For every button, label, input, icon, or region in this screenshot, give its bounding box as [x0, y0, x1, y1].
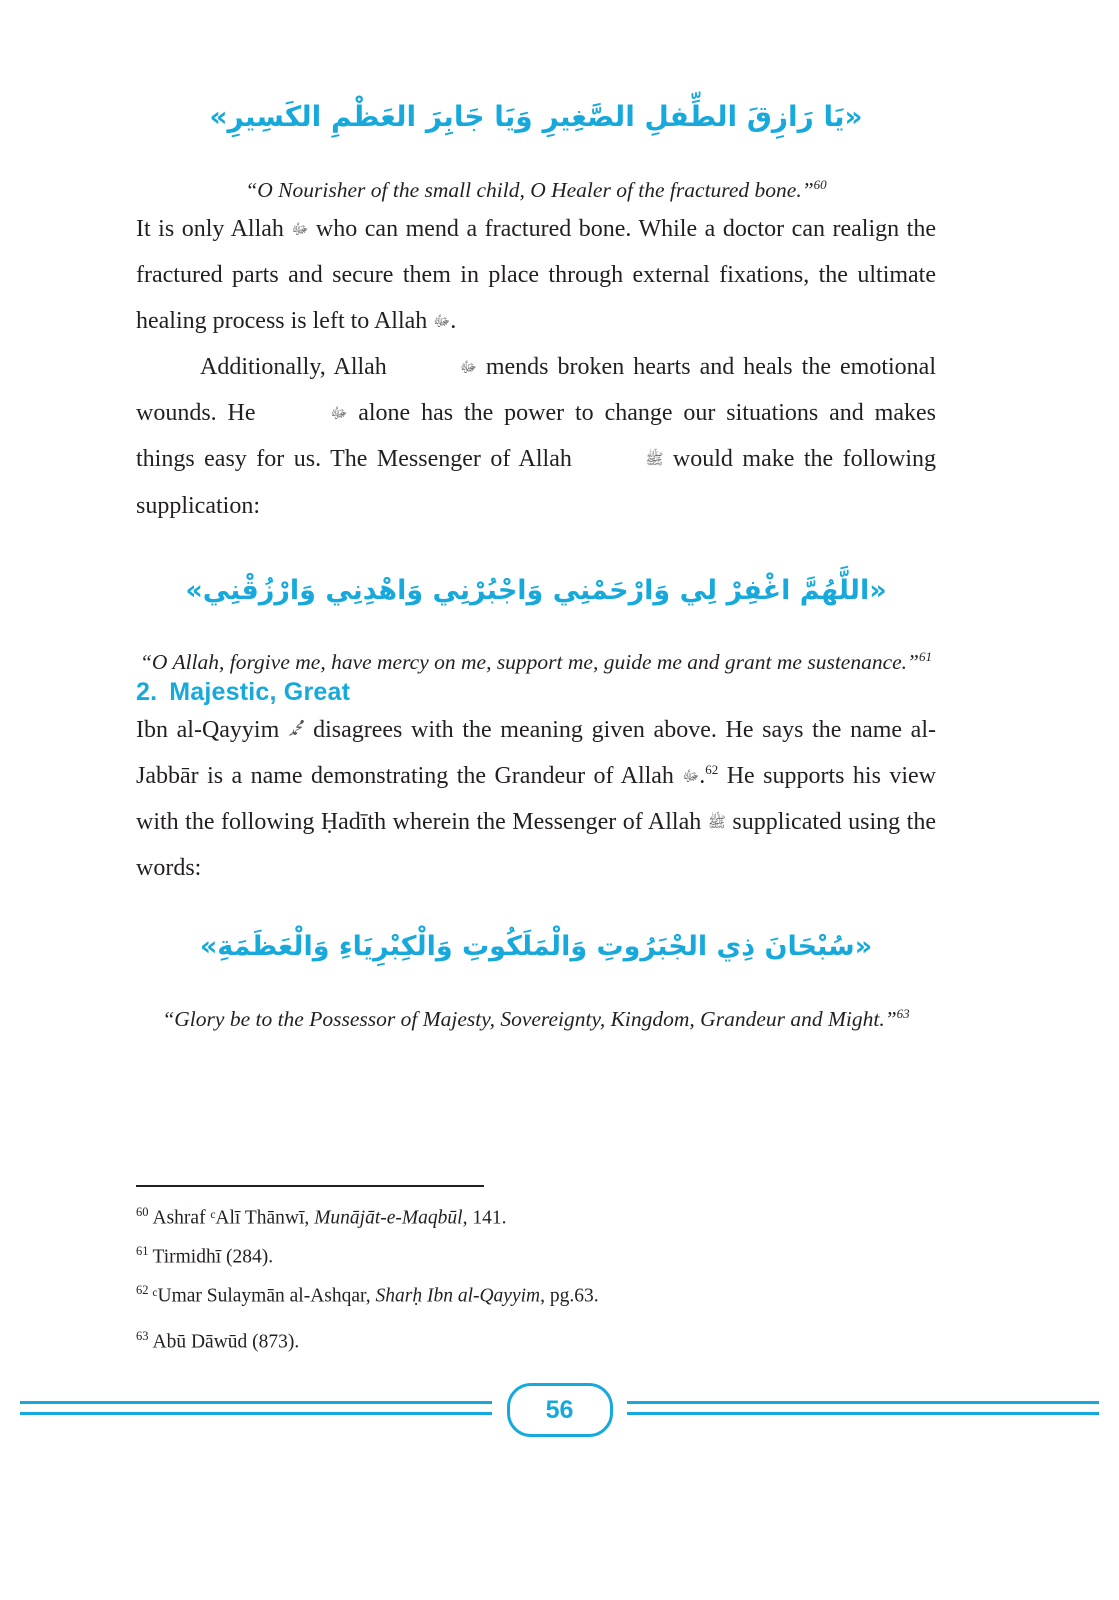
footnote-text: Abū Dāwūd (873).	[152, 1331, 300, 1353]
footnotes-list	[136, 1203, 936, 1366]
paragraph-3-part-d: supplicated using the words:	[136, 809, 936, 882]
paragraph-2-part-a: Additionally, Allah	[200, 354, 396, 381]
footnote-item	[136, 1327, 936, 1357]
footer-rule-right-bottom	[627, 1412, 1099, 1415]
translation-2-text: “O Allah, forgive me, have mercy on me, support me, guide me and grant me sustenance.”	[139, 649, 920, 674]
footnote-item	[136, 1281, 936, 1311]
page-number: 56	[545, 1395, 574, 1424]
paragraph-2-part-c: alone has the power to change our situations and makes things easy for us. The Messenger of Allah	[136, 400, 936, 473]
sallallahu-alayhi-wasallam-icon: ﷺ	[707, 813, 726, 832]
paragraph-3-footnote-ref: 62	[705, 762, 719, 778]
jalla-jalaluhu-icon: ﷻ	[682, 767, 700, 786]
translation-3	[136, 1003, 936, 1035]
translation-3-text: “Glory be to the Possessor of Majesty, Sovereignty, Kingdom, Grandeur and Might.”	[162, 1006, 897, 1031]
footnote-separator	[136, 1185, 484, 1187]
translation-2-footnote-ref: 61	[919, 648, 933, 664]
footnote-number: 63	[136, 1329, 149, 1344]
section-title: Majestic, Great	[169, 678, 351, 707]
section-number: 2.	[136, 678, 158, 707]
paragraph-3-part-b: disagrees with the meaning given above. He says the name al-Jabbār is a name demonstrating the Grandeur of Allah	[136, 717, 936, 790]
footer-rule-left-top	[20, 1401, 492, 1404]
footnote-number: 62	[136, 1282, 149, 1297]
paragraph-2	[136, 344, 936, 528]
translation-1-text: “O Nourisher of the small child, O Healer of the fractured bone.”	[245, 177, 814, 202]
arabic-quote-3: «سُبْحَانَ ذِي الجْبَرُوتِ وَالْمَلَكُوتِ وَالْكِبْرِيَاءِ وَالْعَظَمَةِ»	[199, 931, 873, 963]
arabic-quote-2: «اللَّهُمَّ اغْفِرْ لِي وَارْحَمْنِي وَاجْبُرْنِي وَاهْدِنِي وَارْزُقْنِي»	[185, 574, 887, 606]
footnote-number: 60	[136, 1205, 149, 1219]
footnote-title: Sharḥ Ibn al-Qayyim	[375, 1285, 541, 1307]
arabic-quote-1: «يَا رَازِقَ الطِّفلِ الصَّغِيرِ وَيَا جَابِرَ العَظْمِ الكَسِيرِ»	[209, 100, 863, 133]
footnote-text-after: , 141.	[462, 1207, 507, 1229]
footnote-text-after: , pg.63.	[540, 1285, 599, 1307]
paragraph-1	[136, 206, 936, 344]
sallallahu-alayhi-wasallam-icon: ﷺ	[645, 450, 664, 469]
page-number-badge	[507, 1383, 613, 1437]
rahimahullah-icon: ﷴ	[287, 721, 305, 740]
translation-3-footnote-ref: 63	[896, 1005, 910, 1021]
jalla-jalaluhu-icon: ﷻ	[433, 312, 451, 331]
footnote-text: ᶜUmar Sulaymān al-Ashqar,	[152, 1285, 376, 1307]
paragraph-2-part-d: would make the following supplication:	[136, 446, 936, 519]
footnote-title: Munājāt-e-Maqbūl	[314, 1207, 463, 1229]
footnote-text: Tirmidhī (284).	[152, 1246, 274, 1268]
jalla-jalaluhu-icon: ﷻ	[330, 404, 348, 423]
paragraph-1-part-a: It is only Allah	[136, 216, 292, 243]
jalla-jalaluhu-icon: ﷻ	[291, 220, 309, 239]
jalla-jalaluhu-icon: ﷻ	[459, 358, 477, 377]
paragraph-1-part-b: who can mend a fractured bone. While a doctor can realign the fractured parts and secure them in place through external fixations, the ultimate healing process is left to Allah	[136, 216, 936, 335]
paragraph-1-part-c: .	[450, 308, 457, 335]
footnote-number: 61	[136, 1243, 149, 1258]
paragraph-2-part-b: mends broken hearts and heals the emotional wounds. He	[136, 354, 936, 427]
footer-rule-right-top	[627, 1401, 1099, 1404]
paragraph-3: Ibn al-Qayyim ﷴ disagrees with the meaning given above. He says the name al-Jabbār is a name demonstrating the Grandeur of Allah ﷻ.$^{62}$ He supports his view with the following Ḥadīth wherein the Messenger of Allah ﷺ supplicated using the words:	[136, 717, 936, 882]
footnote-item	[136, 1203, 936, 1233]
footnote-item	[136, 1242, 936, 1272]
translation-1	[136, 174, 936, 206]
page-footer	[0, 1383, 1119, 1453]
section-heading	[136, 678, 936, 707]
paragraph-3-part-a: Ibn al-Qayyim	[136, 717, 288, 744]
translation-2	[136, 646, 936, 678]
paragraph-3-part-c: He supports his view with the following Ḥadīth wherein the Messenger of Allah	[136, 763, 936, 836]
page-content	[136, 95, 936, 1353]
footer-rule-left-bottom	[20, 1412, 492, 1415]
translation-1-footnote-ref: 60	[813, 176, 827, 192]
footnote-text: Ashraf ᶜAlī Thānwī,	[152, 1207, 315, 1229]
